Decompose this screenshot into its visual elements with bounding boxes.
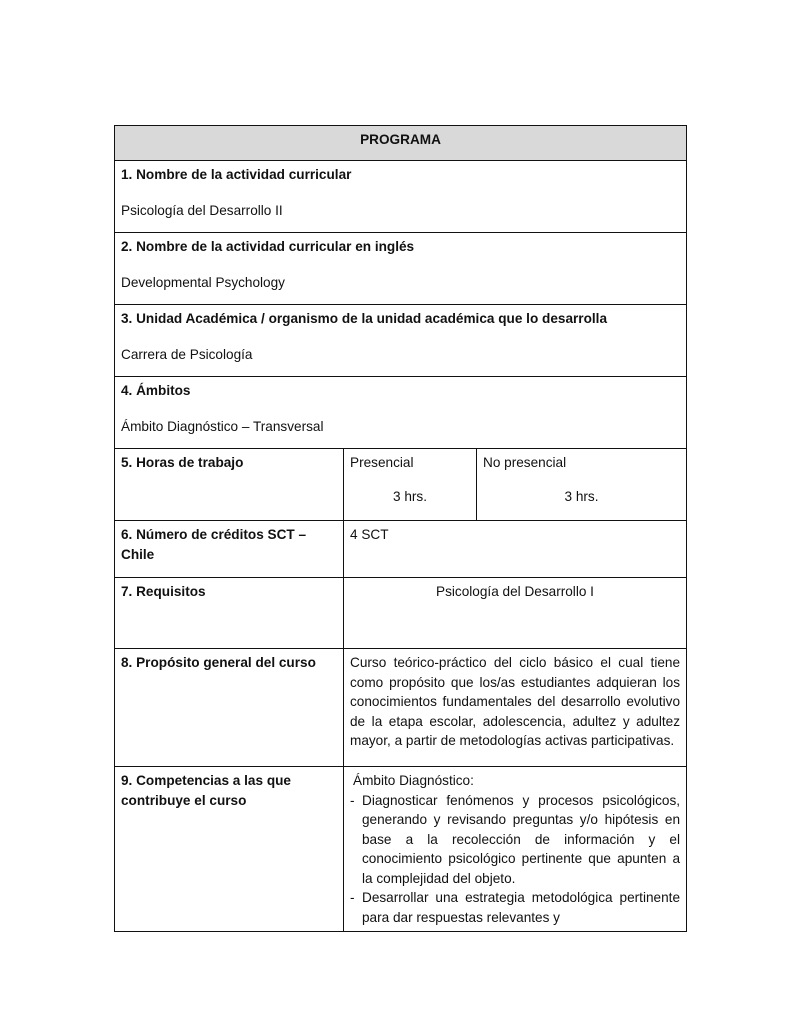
competencias-list xyxy=(350,791,680,928)
horas-label: 5. Horas de trabajo xyxy=(115,449,344,521)
row-value: Developmental Psychology xyxy=(121,274,285,290)
row-nombre-ingles xyxy=(115,233,687,305)
creditos-value: 4 SCT xyxy=(344,521,687,578)
row-requisitos xyxy=(115,578,687,649)
row-label: 4. Ámbitos xyxy=(121,383,191,398)
row-creditos xyxy=(115,521,687,578)
row-value: Ámbito Diagnóstico – Transversal xyxy=(121,418,324,434)
row-unidad-academica xyxy=(115,305,687,377)
programa-table xyxy=(114,125,687,932)
requisitos-label: 7. Requisitos xyxy=(115,578,344,649)
row-value: Carrera de Psicología xyxy=(121,346,253,362)
competencias-heading: Ámbito Diagnóstico: xyxy=(353,773,474,788)
competencias-cell xyxy=(344,767,687,932)
presencial-cell xyxy=(344,449,477,521)
no-presencial-label: No presencial xyxy=(483,455,567,470)
table-title: PROGRAMA xyxy=(115,126,687,161)
presencial-label: Presencial xyxy=(350,455,414,470)
proposito-label: 8. Propósito general del curso xyxy=(115,649,344,767)
table-header-row xyxy=(115,126,687,161)
requisitos-value: Psicología del Desarrollo I xyxy=(344,578,687,649)
creditos-label: 6. Número de créditos SCT – Chile xyxy=(115,521,344,578)
competencia-item: - Desarrollar una estrategia metodológica pertinente para dar respuestas relevantes y xyxy=(350,888,680,927)
no-presencial-value: 3 hrs. xyxy=(564,488,599,504)
row-label: 3. Unidad Académica / organismo de la unidad académica que lo desarrolla xyxy=(121,311,608,326)
row-nombre xyxy=(115,161,687,233)
competencias-label: 9. Competencias a las que contribuye el curso xyxy=(115,767,344,932)
row-competencias xyxy=(115,767,687,932)
row-label: 1. Nombre de la actividad curricular xyxy=(121,167,352,182)
no-presencial-cell xyxy=(477,449,687,521)
proposito-value: Curso teórico-práctico del ciclo básico el cual tiene como propósito que los/as estudiantes adquieran los conocimientos fundamentales del desarrollo evolutivo de la etapa escolar, adolescencia, adultez y adultez mayor, a partir de metodologías activas participativas. xyxy=(344,649,687,767)
row-horas-trabajo xyxy=(115,449,687,521)
row-label: 2. Nombre de la actividad curricular en inglés xyxy=(121,239,415,254)
row-proposito xyxy=(115,649,687,767)
row-ambitos xyxy=(115,377,687,449)
competencia-item: - Diagnosticar fenómenos y procesos psicológicos, generando y revisando preguntas y/o hipótesis en base a la recolección de información y el conocimiento psicológico pertinente que apunten a la complejidad del objeto. xyxy=(350,791,680,889)
row-value: Psicología del Desarrollo II xyxy=(121,202,283,218)
presencial-value: 3 hrs. xyxy=(393,488,427,504)
